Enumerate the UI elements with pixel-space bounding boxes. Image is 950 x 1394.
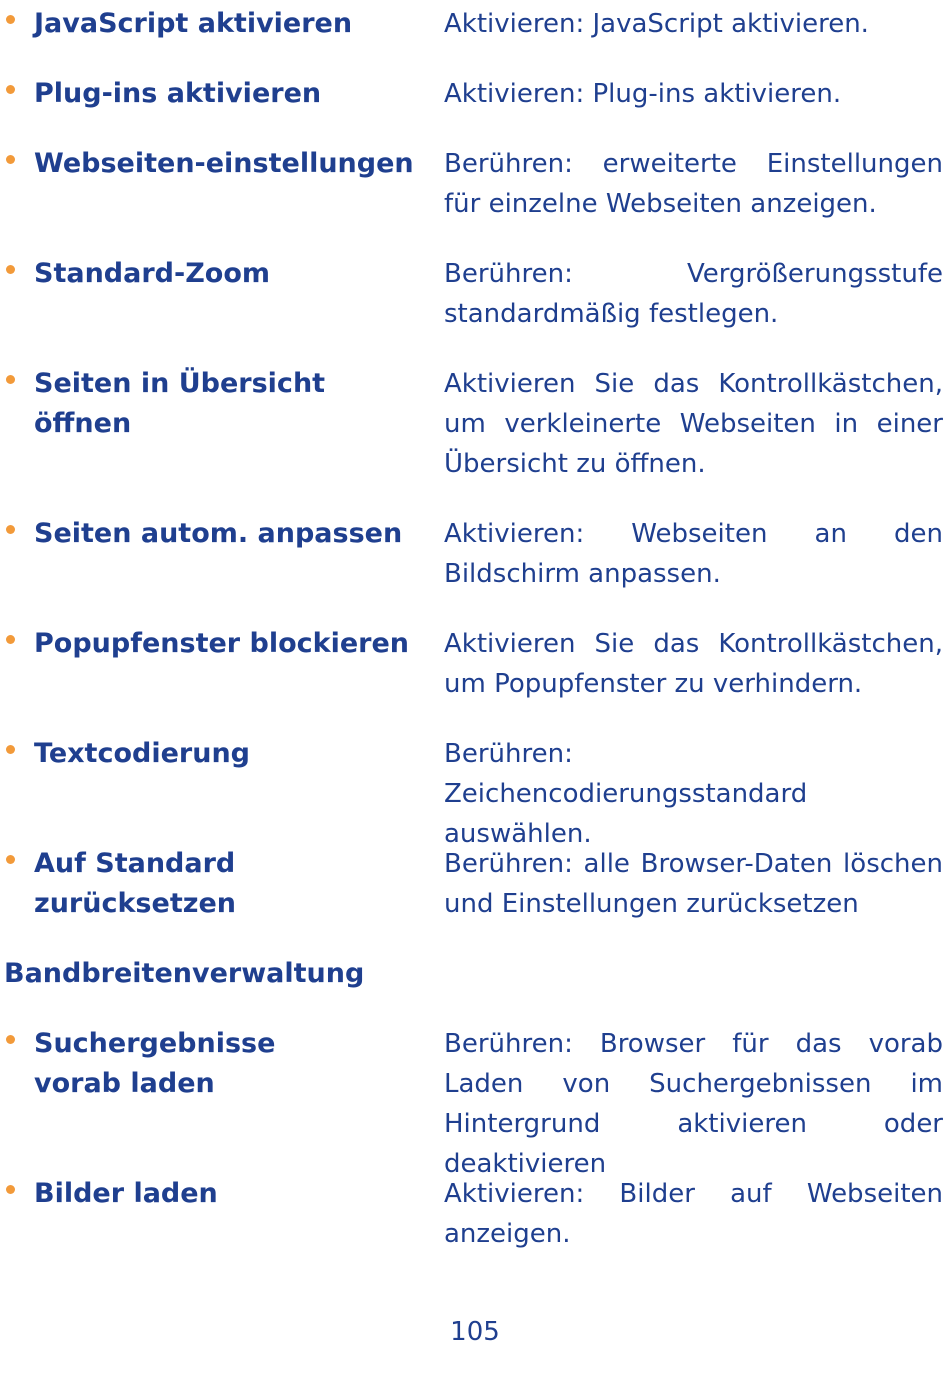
- bullet-icon: [6, 155, 15, 164]
- setting-term: Plug-ins aktivieren: [34, 78, 322, 109]
- bullet-icon: [6, 85, 15, 94]
- bullet-icon: [6, 265, 15, 274]
- setting-term: Bilder laden: [34, 1178, 218, 1209]
- bullet-icon: [6, 1035, 15, 1044]
- setting-description: Berühren: Browser für das vorab Laden von Suchergebnissen im Hintergrund aktivieren oder deaktivieren: [444, 1029, 943, 1179]
- section-heading: Bandbreitenverwaltung: [4, 958, 365, 989]
- bullet-icon: [6, 635, 15, 644]
- setting-description: Berühren: Vergrößerungsstufe standardmäßig festlegen.: [444, 259, 943, 329]
- bullet-icon: [6, 1185, 15, 1194]
- bullet-icon: [6, 745, 15, 754]
- page-number: 105: [450, 1317, 500, 1347]
- bullet-icon: [6, 15, 15, 24]
- setting-description: Aktivieren: Plug-ins aktivieren.: [444, 79, 842, 109]
- setting-term: Seiten in Übersicht öffnen: [34, 368, 326, 439]
- setting-description: Berühren: erweiterte Einstellungen für einzelne Webseiten anzeigen.: [444, 149, 943, 219]
- setting-description: Aktivieren: JavaScript aktivieren.: [444, 9, 869, 39]
- setting-term: JavaScript aktivieren: [34, 8, 353, 39]
- setting-description: Aktivieren Sie das Kontrollkästchen, um verkleinerte Webseiten in einer Übersicht zu öffnen.: [444, 369, 943, 479]
- setting-description: Aktivieren: Bilder auf Webseiten anzeigen.: [444, 1179, 943, 1249]
- setting-description: Berühren: alle Browser-Daten löschen und Einstellungen zurücksetzen: [444, 849, 943, 919]
- setting-term: Suchergebnisse vorab laden: [34, 1028, 276, 1099]
- setting-term: Webseiten-einstellungen: [34, 148, 414, 179]
- bullet-icon: [6, 855, 15, 864]
- setting-description: Berühren: Zeichencodierungsstandard auswählen.: [444, 739, 808, 849]
- setting-term: Textcodierung: [34, 738, 250, 769]
- setting-term: Popupfenster blockieren: [34, 628, 410, 659]
- setting-term: Standard-Zoom: [34, 258, 270, 289]
- setting-term: Auf Standard zurücksetzen: [34, 848, 236, 919]
- setting-description: Aktivieren: Webseiten an den Bildschirm anpassen.: [444, 519, 943, 589]
- bullet-icon: [6, 375, 15, 384]
- bullet-icon: [6, 525, 15, 534]
- setting-term: Seiten autom. anpassen: [34, 518, 403, 549]
- setting-description: Aktivieren Sie das Kontrollkästchen, um Popupfenster zu verhindern.: [444, 629, 943, 699]
